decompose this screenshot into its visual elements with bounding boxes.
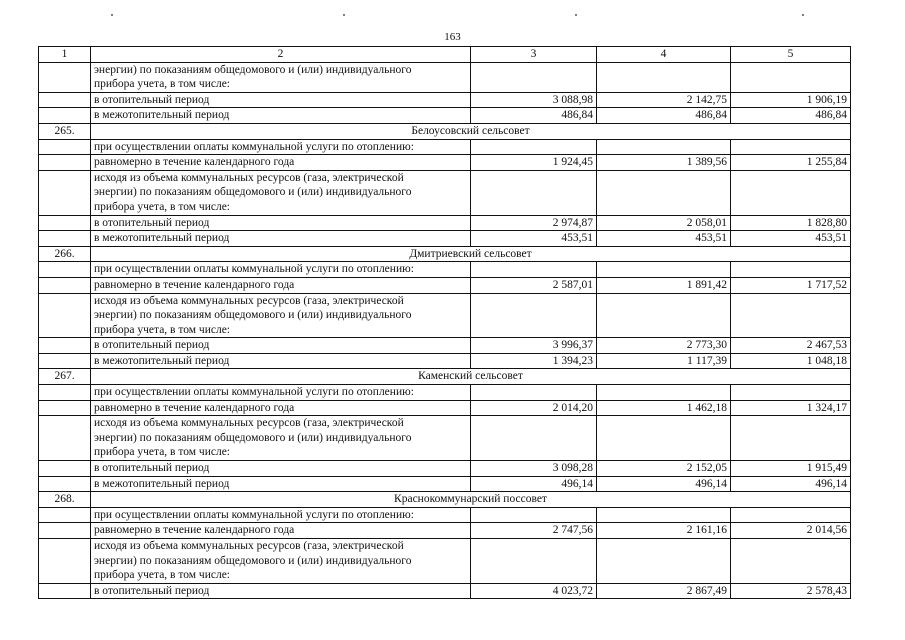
table-row [39, 139, 851, 155]
value-cell: 1 255,84 [731, 155, 851, 171]
table-row [39, 62, 851, 92]
value-cell [731, 385, 851, 401]
value-cell [731, 539, 851, 584]
table-row [39, 583, 851, 599]
table-row [39, 385, 851, 401]
table-row [39, 369, 851, 385]
value-cell: 1 924,45 [471, 155, 597, 171]
value-cell [471, 139, 597, 155]
value-cell [731, 293, 851, 338]
uniform-label: равномерно в течение календарного года [91, 400, 471, 416]
index-cell [39, 262, 91, 278]
index-cell [39, 338, 91, 354]
index-cell [39, 170, 91, 215]
index-cell [39, 62, 91, 92]
index-cell [39, 108, 91, 124]
table-row [39, 416, 851, 461]
table-row [39, 246, 851, 262]
uniform-label: равномерно в течение календарного года [91, 523, 471, 539]
description-cell [91, 62, 471, 92]
index-cell [39, 400, 91, 416]
value-cell [597, 170, 731, 215]
value-cell [471, 507, 597, 523]
value-cell: 1 717,52 [731, 277, 851, 293]
table-row [39, 492, 851, 508]
offseason-label: в межотопительный период [91, 231, 471, 247]
value-cell [731, 507, 851, 523]
description-line: энергии) по показаниям общедомового и (или) индивидуального [94, 309, 412, 322]
value-cell: 3 996,37 [471, 338, 597, 354]
description-line: прибора учета, в том числе: [94, 569, 230, 582]
table-row [39, 338, 851, 354]
value-cell [471, 539, 597, 584]
description-line: энергии) по показаниям общедомового и (или) индивидуального [94, 554, 412, 567]
value-cell: 1 324,17 [731, 400, 851, 416]
scan-speck [111, 14, 113, 16]
value-cell [471, 385, 597, 401]
index-cell [39, 539, 91, 584]
description-line: прибора учета, в том числе: [94, 200, 230, 213]
index-cell [39, 293, 91, 338]
table-row [39, 277, 851, 293]
section-index: 268. [39, 492, 91, 508]
offseason-label: в межотопительный период [91, 353, 471, 369]
index-cell [39, 277, 91, 293]
index-cell [39, 353, 91, 369]
table-row [39, 539, 851, 584]
value-cell [731, 262, 851, 278]
index-cell [39, 507, 91, 523]
value-cell: 2 773,30 [597, 338, 731, 354]
value-cell: 486,84 [471, 108, 597, 124]
value-cell: 453,51 [471, 231, 597, 247]
value-cell: 496,14 [731, 476, 851, 492]
value-cell [597, 139, 731, 155]
value-cell [597, 507, 731, 523]
scan-speck [802, 14, 804, 16]
description-cell [91, 293, 471, 338]
value-cell: 3 088,98 [471, 92, 597, 108]
index-cell [39, 92, 91, 108]
value-cell [471, 262, 597, 278]
table-row [39, 92, 851, 108]
value-cell: 1 389,56 [597, 155, 731, 171]
table-row [39, 231, 851, 247]
value-cell [471, 293, 597, 338]
value-cell: 1 828,80 [731, 215, 851, 231]
index-cell [39, 231, 91, 247]
value-cell [471, 62, 597, 92]
value-cell: 2 747,56 [471, 523, 597, 539]
table-row [39, 523, 851, 539]
value-cell: 1 891,42 [597, 277, 731, 293]
description-line: энергии) по показаниям общедомового и (или) индивидуального [94, 431, 412, 444]
table-row [39, 262, 851, 278]
value-cell: 2 578,43 [731, 583, 851, 599]
value-cell: 2 014,56 [731, 523, 851, 539]
column-header: 4 [597, 47, 731, 63]
heating-label: в отопительный период [91, 215, 471, 231]
description-line: исходя из объема коммунальных ресурсов (газа, электрической [94, 294, 404, 307]
description-cell [91, 416, 471, 461]
tariff-table [38, 46, 851, 599]
index-cell [39, 215, 91, 231]
section-index: 267. [39, 369, 91, 385]
value-cell: 486,84 [597, 108, 731, 124]
table-row [39, 293, 851, 338]
table-row [39, 476, 851, 492]
value-cell: 486,84 [731, 108, 851, 124]
scan-speck [343, 14, 345, 16]
table-row [39, 507, 851, 523]
column-header: 3 [471, 47, 597, 63]
section-name: Дмитриевский сельсовет [91, 246, 851, 262]
value-cell [597, 293, 731, 338]
value-cell: 1 048,18 [731, 353, 851, 369]
table-header-row [39, 47, 851, 63]
offseason-label: в межотопительный период [91, 476, 471, 492]
section-index: 266. [39, 246, 91, 262]
section-index: 265. [39, 123, 91, 139]
uniform-label: равномерно в течение календарного года [91, 155, 471, 171]
value-cell [731, 62, 851, 92]
description-cell [91, 539, 471, 584]
table-row [39, 123, 851, 139]
value-cell: 2 467,53 [731, 338, 851, 354]
value-cell [597, 385, 731, 401]
value-cell: 453,51 [731, 231, 851, 247]
value-cell [597, 416, 731, 461]
payment-label: при осуществлении оплаты коммунальной услуги по отоплению: [91, 507, 471, 523]
payment-label: при осуществлении оплаты коммунальной услуги по отоплению: [91, 385, 471, 401]
value-cell [731, 416, 851, 461]
value-cell: 1 394,23 [471, 353, 597, 369]
table-row [39, 155, 851, 171]
table-row [39, 461, 851, 477]
section-name: Краснокоммунарский поссовет [91, 492, 851, 508]
table-row [39, 170, 851, 215]
value-cell: 496,14 [597, 476, 731, 492]
value-cell [731, 170, 851, 215]
uniform-label: равномерно в течение календарного года [91, 277, 471, 293]
index-cell [39, 155, 91, 171]
value-cell: 2 587,01 [471, 277, 597, 293]
heating-label: в отопительный период [91, 92, 471, 108]
page-number: 163 [444, 31, 461, 43]
payment-label: при осуществлении оплаты коммунальной услуги по отоплению: [91, 262, 471, 278]
value-cell [597, 262, 731, 278]
value-cell [597, 62, 731, 92]
value-cell: 2 867,49 [597, 583, 731, 599]
payment-label: при осуществлении оплаты коммунальной услуги по отоплению: [91, 139, 471, 155]
index-cell [39, 139, 91, 155]
description-cell [91, 170, 471, 215]
index-cell [39, 476, 91, 492]
description-line: исходя из объема коммунальных ресурсов (газа, электрической [94, 171, 404, 184]
value-cell: 1 906,19 [731, 92, 851, 108]
value-cell: 2 161,16 [597, 523, 731, 539]
value-cell: 496,14 [471, 476, 597, 492]
value-cell [731, 139, 851, 155]
column-header: 5 [731, 47, 851, 63]
value-cell [471, 416, 597, 461]
value-cell [597, 539, 731, 584]
heating-label: в отопительный период [91, 583, 471, 599]
table-row [39, 400, 851, 416]
description-line: прибора учета, в том числе: [94, 78, 230, 91]
column-header: 2 [91, 47, 471, 63]
description-line: прибора учета, в том числе: [94, 323, 230, 336]
value-cell: 1 462,18 [597, 400, 731, 416]
value-cell: 2 152,05 [597, 461, 731, 477]
value-cell: 4 023,72 [471, 583, 597, 599]
description-line: энергии) по показаниям общедомового и (или) индивидуального [94, 63, 412, 76]
index-cell [39, 416, 91, 461]
section-name: Каменский сельсовет [91, 369, 851, 385]
value-cell: 2 142,75 [597, 92, 731, 108]
value-cell [471, 170, 597, 215]
value-cell: 2 014,20 [471, 400, 597, 416]
section-name: Белоусовский сельсовет [91, 123, 851, 139]
value-cell: 1 117,39 [597, 353, 731, 369]
column-header: 1 [39, 47, 91, 63]
index-cell [39, 385, 91, 401]
value-cell: 2 974,87 [471, 215, 597, 231]
heating-label: в отопительный период [91, 338, 471, 354]
description-line: исходя из объема коммунальных ресурсов (газа, электрической [94, 540, 404, 552]
value-cell: 1 915,49 [731, 461, 851, 477]
table-row [39, 215, 851, 231]
description-line: энергии) по показаниям общедомового и (или) индивидуального [94, 186, 412, 199]
value-cell: 3 098,28 [471, 461, 597, 477]
index-cell [39, 523, 91, 539]
description-line: прибора учета, в том числе: [94, 446, 230, 459]
table-row [39, 353, 851, 369]
table-row [39, 108, 851, 124]
offseason-label: в межотопительный период [91, 108, 471, 124]
heating-label: в отопительный период [91, 461, 471, 477]
value-cell: 2 058,01 [597, 215, 731, 231]
index-cell [39, 583, 91, 599]
value-cell: 453,51 [597, 231, 731, 247]
scan-speck [575, 14, 577, 16]
description-line: исходя из объема коммунальных ресурсов (газа, электрической [94, 417, 404, 430]
index-cell [39, 461, 91, 477]
